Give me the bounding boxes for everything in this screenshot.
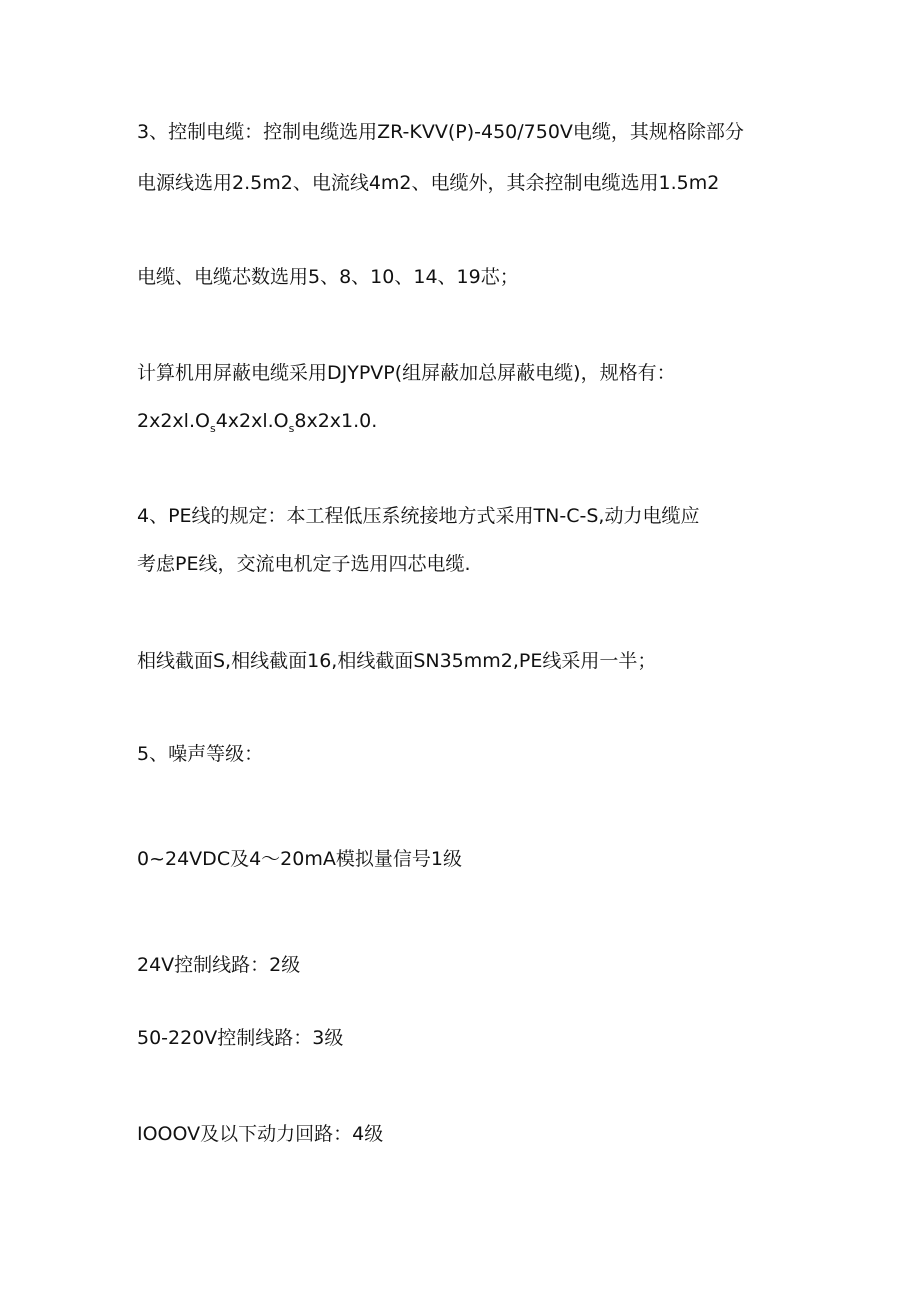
spec-subscript-1: s [209,422,216,435]
spec-part-3: 8x2x1.0. [294,410,378,432]
paragraph-shielded-cable-spec [137,408,377,437]
paragraph-control-cable-1: 3、控制电缆：控制电缆选用ZR-KVV(P)-450∕750V电缆，其规格除部分 [137,121,744,143]
noise-level-3: 50-220V控制线路：3级 [137,1027,344,1049]
spec-part-2: 4x2xl.O [215,410,289,432]
paragraph-pe-line-2: 考虑PE线，交流电机定子选用四芯电缆. [137,553,471,575]
noise-level-1: 0~24VDC及4～20mA模拟量信号1级 [137,848,462,870]
spec-subscript-2: s [288,422,295,435]
spec-part-1: 2x2xl.O [137,410,210,432]
noise-level-2: 24V控制线路：2级 [137,954,301,976]
paragraph-phase-section: 相线截面S,相线截面16,相线截面SN35mm2,PE线采用一半； [137,650,657,672]
noise-level-4: IOOOV及以下动力回路：4级 [137,1123,384,1145]
paragraph-pe-line-1: 4、PE线的规定：本工程低压系统接地方式采用TN-C-S,动力电缆应 [137,505,700,527]
paragraph-control-cable-3: 电缆、电缆芯数选用5、8、10、14、19芯； [137,266,519,288]
paragraph-control-cable-2: 电源线选用2.5m2、电流线4m2、电缆外，其余控制电缆选用1.5m2 [137,172,720,194]
heading-noise-level: 5、噪声等级： [137,743,264,765]
paragraph-shielded-cable: 计算机用屏蔽电缆采用DJYPVP(组屏蔽加总屏蔽电缆)，规格有： [137,362,676,384]
